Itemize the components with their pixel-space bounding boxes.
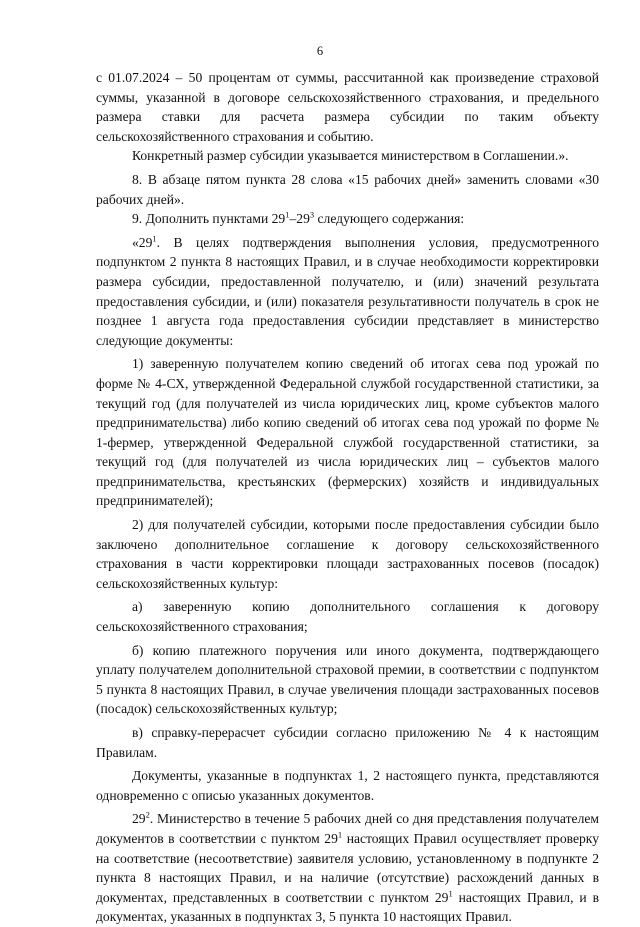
- paragraph-text: настоящих Правил осуществляет проверку на соответствие (несоответствие) заявителя условию, установленному в подпункте 2 пункта 8 настоящих Правил, и на наличие (отсутствие) расхождений данных в документах, представленных в соответствии с пунктом 29: [96, 830, 600, 905]
- paragraph-text: 9. Дополнить пунктами 29: [132, 211, 286, 227]
- paragraph-text: в) справку-перерасчет субсидии согласно приложению № 4 к настоящим Правилам.: [96, 725, 599, 760]
- footnote-superscript: 1: [337, 829, 343, 840]
- page-number: 6: [316, 44, 324, 58]
- paragraph: [96, 68, 599, 146]
- paragraph-text: 8. В абзаце пятом пункта 28 слова «15 рабочих дней» заменить словами «30 рабочих дней».: [96, 171, 599, 207]
- paragraph-text: Документы, указанные в подпунктах 1, 2 настоящего пункта, представляются одновременно с описью указанных документов.: [96, 768, 599, 803]
- paragraph-text: Конкретный размер субсидии указывается министерством в Соглашении.».: [132, 148, 569, 164]
- paragraph-text: следующего содержания:: [314, 211, 465, 227]
- paragraph-text: 2) для получателей субсидии, которыми после предоставления субсидии было заключено дополнительное соглашение к договору сельскохозяйственного страхования в части корректировки площади застрахованных посевов (посадок) сельскохозяйственных культур:: [96, 517, 599, 591]
- footnote-superscript: 3: [309, 209, 315, 220]
- paragraph: [96, 209, 599, 229]
- paragraph: [96, 766, 599, 805]
- paragraph-text: 1) заверенную получателем копию сведений об итогах сева под урожай по форме № 4-СХ, утвержденной Федеральной службой государственной статистики, за текущий год (для получателей из числа юридических лиц, кроме субъектов малого предпринимательства) либо копию сведений об итогах сева под урожай по форме № 1-фермер, утвержденной Федеральной службой государственной статистики, за текущий год (для получателей из числа юридических лиц – субъектов малого предпринимательства, крестьянских (фермерских) хозяйств и индивидуальных предпринимателей);: [96, 356, 599, 509]
- footnote-superscript: 1: [285, 209, 290, 220]
- paragraph: [96, 809, 599, 927]
- paragraph: [96, 354, 599, 511]
- paragraph-text: . В целях подтверждения выполнения условия, предусмотренного подпунктом 2 пункта 8 настоящих Правил, и в случае необходимости корректировки размера субсидии, предоставленной получателю, и (или) значений результата предоставления субсидии, и (или) показателя результативности получатель в срок не позднее 1 августа года предоставления субсидии представляет в министерство следующие документы:: [96, 234, 599, 348]
- paragraph-text: . Министерство в течение 5 рабочих дней со дня представления получателем документов в соответствии с пунктом 29: [96, 811, 599, 846]
- paragraph-text: 29: [132, 811, 146, 827]
- footnote-superscript: 1: [448, 888, 453, 899]
- paragraph: [96, 723, 599, 762]
- paragraph: [96, 233, 599, 351]
- paragraph: [96, 170, 599, 209]
- paragraph-text: «29: [132, 234, 153, 250]
- paragraph: [96, 515, 599, 593]
- paragraph-text: настоящих Правил, и в документах, указанных в подпунктах 3, 5 пункта 10 настоящих Правил.: [96, 889, 599, 925]
- document-body: [96, 68, 599, 927]
- paragraph: [96, 641, 599, 719]
- paragraph: [96, 597, 599, 636]
- paragraph-text: б) копию платежного поручения или иного документа, подтверждающего уплату получателем дополнительной страховой премии, в соответствии с подпунктом 5 пункта 8 настоящих Правил, в случае увеличения площади застрахованных посевов (посадок) сельскохозяйственных культур;: [96, 642, 599, 717]
- footnote-superscript: 2: [145, 809, 150, 820]
- paragraph-text: а) заверенную копию дополнительного соглашения к договору сельскохозяйственного страхования;: [96, 599, 599, 635]
- footnote-superscript: 1: [152, 233, 157, 244]
- paragraph-text: с 01.07.2024 – 50 процентам от суммы, рассчитанной как произведение страховой суммы, указанной в договоре сельскохозяйственного страхования, и предельного размера ставки для расчета размера субсидии по таким объекту сельскохозяйственного страхования и событию.: [96, 70, 599, 144]
- paragraph-text: –29: [289, 211, 310, 227]
- paragraph: [96, 146, 599, 166]
